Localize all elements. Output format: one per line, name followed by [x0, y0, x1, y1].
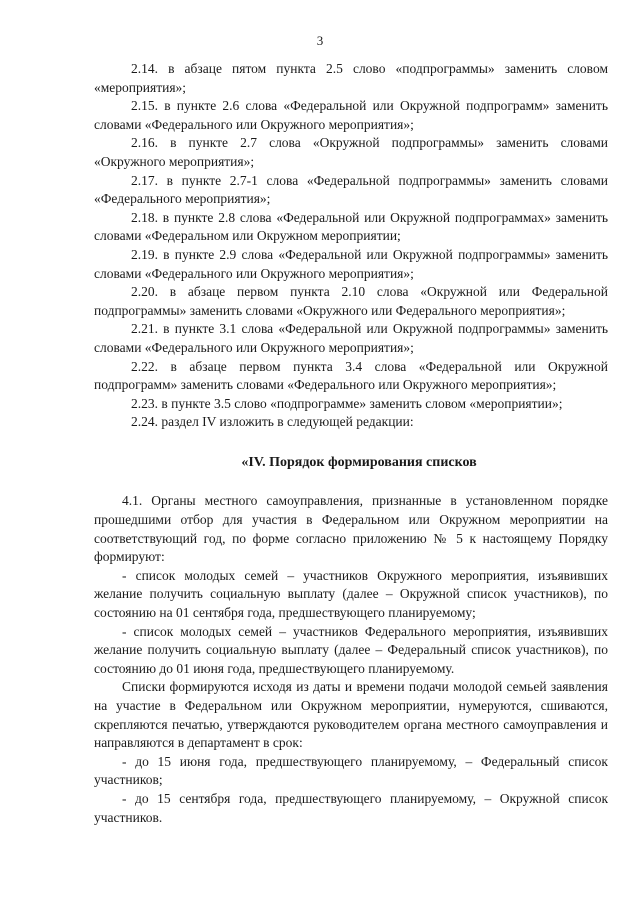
section-iv — [94, 454, 608, 827]
section-heading: «IV. Порядок формирования списков — [241, 454, 477, 470]
list-item-okrug: - список молодых семей – участников Окружного мероприятия, изъявивших желание получить социальную выплату (далее – Окружной список участников), по состоянию на 01 сентября года, предшествующего планируемому; — [94, 567, 608, 621]
amendment-2-19: 2.19. в пункте 2.9 слова «Федеральной или Окружной подпрограммы» заменить словами «Федерального или Окружного мероприятия»; — [94, 246, 608, 281]
amendment-2-14: 2.14. в абзаце пятом пункта 2.5 слово «подпрограммы» заменить словом «мероприятия»; — [94, 61, 608, 95]
page-number: 3 — [316, 33, 324, 48]
amendment-2-21: 2.21. в пункте 3.1 слова «Федеральной или Окружной подпрограммы» заменить словами «Федерального или Окружного мероприятия»; — [94, 321, 608, 355]
paragraph-4-1: 4.1. Органы местного самоуправления, признанные в установленном порядке прошедшими отбор для участия в Федеральном или Окружном мероприятии на соответствующий год, по форме согласно приложению № 5 к настоящему Порядку формируют: — [94, 493, 608, 565]
amendment-2-17: 2.17. в пункте 2.7-1 слова «Федеральной подпрограммы» заменить словами «Федерального мероприятия»; — [94, 172, 608, 207]
amendment-2-22: 2.22. в абзаце первом пункта 3.4 слова «Федеральной или Окружной подпрограмм» заменить словами «Федерального или Окружного мероприятия»; — [94, 358, 608, 393]
deadline-okrug: - до 15 сентября года, предшествующего планируемому, – Окружной список участников. — [94, 790, 608, 825]
list-item-federal: - список молодых семей – участников Федерального мероприятия, изъявивших желание получить социальную выплату (далее – Федеральный список участников), по состоянию до 01 июня года, предшествующего планируемому. — [94, 623, 608, 676]
amendment-2-18: 2.18. в пункте 2.8 слова «Федеральной или Окружной подпрограммах» заменить словами «Федеральном или Окружном мероприятии; — [94, 209, 608, 244]
amendment-2-15: 2.15. в пункте 2.6 слова «Федеральной или Окружной подпрограмм» заменить словами «Федерального или Окружного мероприятия»; — [94, 98, 608, 132]
amendment-2-16: 2.16. в пункте 2.7 слова «Окружной подпрограммы» заменить словами «Окружного мероприятия»; — [94, 135, 608, 169]
document-body — [94, 60, 608, 827]
paragraph-lists: Списки формируются исходя из даты и времени подачи молодой семьей заявления на участие в Федеральном или Окружном мероприятии, нумеруются, сшиваются, скрепляются печатью, утверждаются руководителем органа местного самоуправления и направляются в департамент в срок: — [94, 679, 608, 751]
amendment-2-23: 2.23. в пункте 3.5 слово «подпрограмме» заменить словом «мероприятии»; — [131, 395, 563, 411]
amendment-2-20: 2.20. в абзаце первом пункта 2.10 слова «Окружной или Федеральной подпрограммы» заменить словами «Окружного или Федерального мероприятия»; — [94, 284, 608, 318]
deadline-federal: - до 15 июня года, предшествующего планируемому, – Федеральный список участников; — [94, 753, 608, 788]
amendment-2-24: 2.24. раздел IV изложить в следующей редакции: — [131, 414, 414, 430]
